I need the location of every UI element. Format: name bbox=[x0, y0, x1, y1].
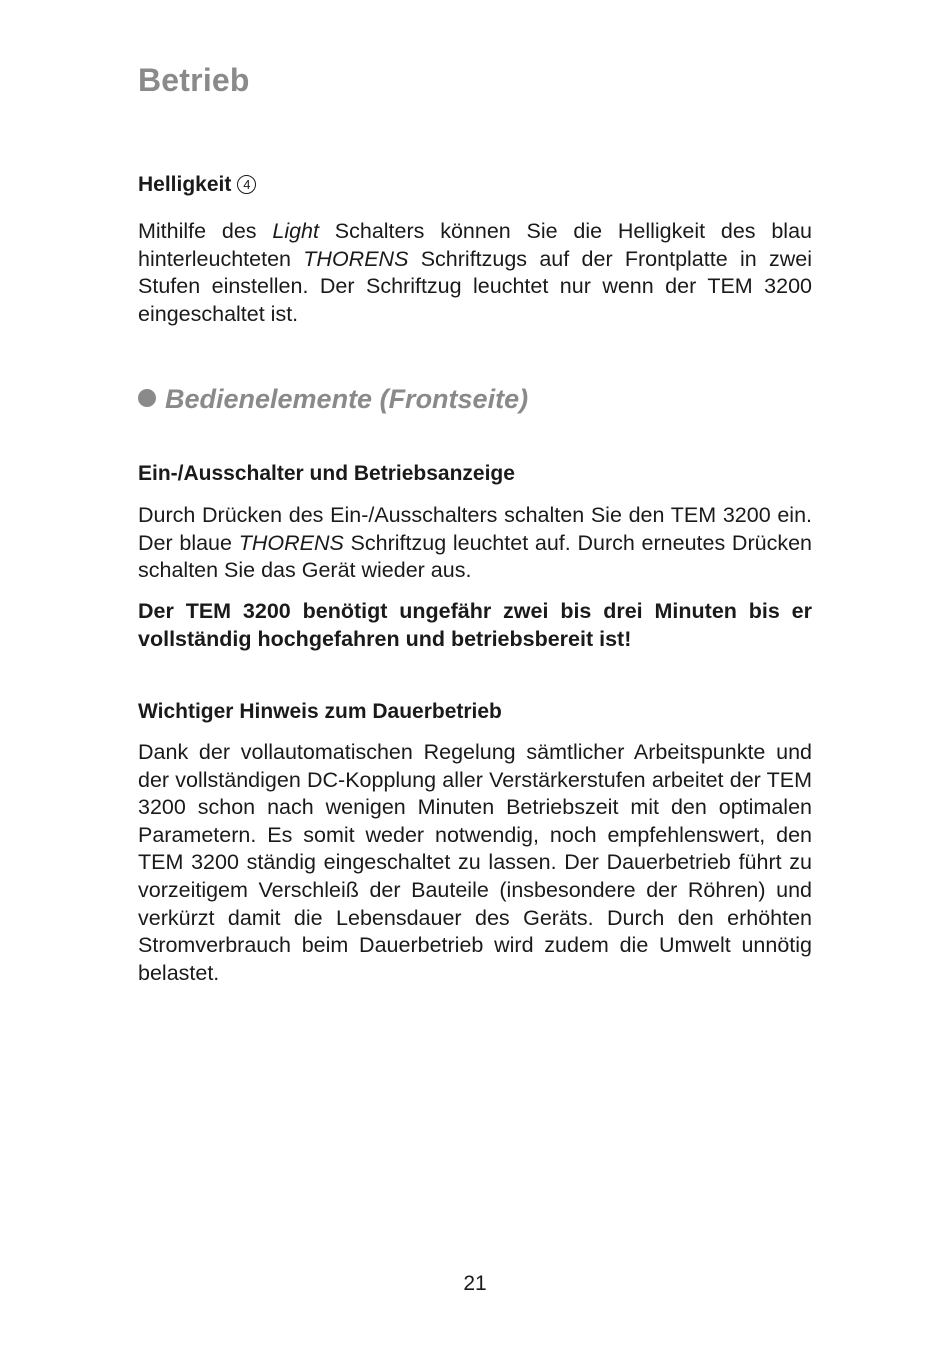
helligkeit-text-3: Schriftzugs auf der Frontplatte in zwei Stufen einstellen. Der Schriftzug leuchtet nur wenn der TEM 3200 eingeschaltet ist. bbox=[138, 246, 812, 326]
thorens-brand-term: THORENS bbox=[303, 246, 409, 271]
dauerbetrieb-paragraph: Dank der vollautomatischen Regelung sämtlicher Arbeitspunkte und der vollständigen DC-Kopplung aller Verstärkerstufen arbeitet der TEM 3200 schon nach wenigen Minuten Betriebszeit mit den optimalen Parametern. Es somit weder notwendig, noch empfehlenswert, den TEM 3200 ständig eingeschaltet zu lassen. Der Dauerbetrieb führt zu vorzeitigem Verschleiß der Bauteile (insbesondere der Röhren) und verkürzt damit die Lebensdauer des Geräts. Durch den erhöhten Stromverbrauch beim Dauerbetrieb wird zudem die Umwelt unnötig belastet. bbox=[138, 740, 812, 985]
helligkeit-heading bbox=[138, 173, 256, 197]
helligkeit-text-1: Mithilfe des bbox=[138, 219, 273, 243]
startup-note: Der TEM 3200 benötigt ungefähr zwei bis drei Minuten bis er vollständig hochgefahren und betriebsbereit ist! bbox=[138, 599, 812, 651]
light-switch-term: Light bbox=[272, 219, 319, 243]
helligkeit-paragraph bbox=[138, 218, 812, 328]
section-heading bbox=[138, 384, 528, 415]
dauerbetrieb-heading: Wichtiger Hinweis zum Dauerbetrieb bbox=[138, 700, 502, 723]
einschalter-paragraph bbox=[138, 502, 812, 585]
helligkeit-heading-text: Helligkeit bbox=[138, 173, 232, 196]
bullet-dot-icon bbox=[138, 389, 156, 407]
page-title: Betrieb bbox=[138, 62, 250, 98]
einschalter-heading: Ein-/Ausschalter und Betriebsanzeige bbox=[138, 462, 515, 485]
circled-number-badge: 4 bbox=[237, 175, 256, 194]
helligkeit-text-2: Schalters können Sie die Helligkeit des blau hinterleuchteten bbox=[138, 219, 812, 271]
section-heading-text: Bedienelemente (Frontseite) bbox=[165, 384, 529, 414]
thorens-brand-term: THORENS bbox=[238, 530, 344, 555]
page-number: 21 bbox=[463, 1272, 487, 1295]
einschalter-text-1: Durch Drücken des Ein-/Ausschalters schalten Sie den TEM 3200 ein. Der blaue bbox=[138, 503, 812, 555]
einschalter-text-2: Schriftzug leuchtet auf. Durch erneutes Drücken schalten Sie das Gerät wieder aus. bbox=[138, 530, 812, 583]
